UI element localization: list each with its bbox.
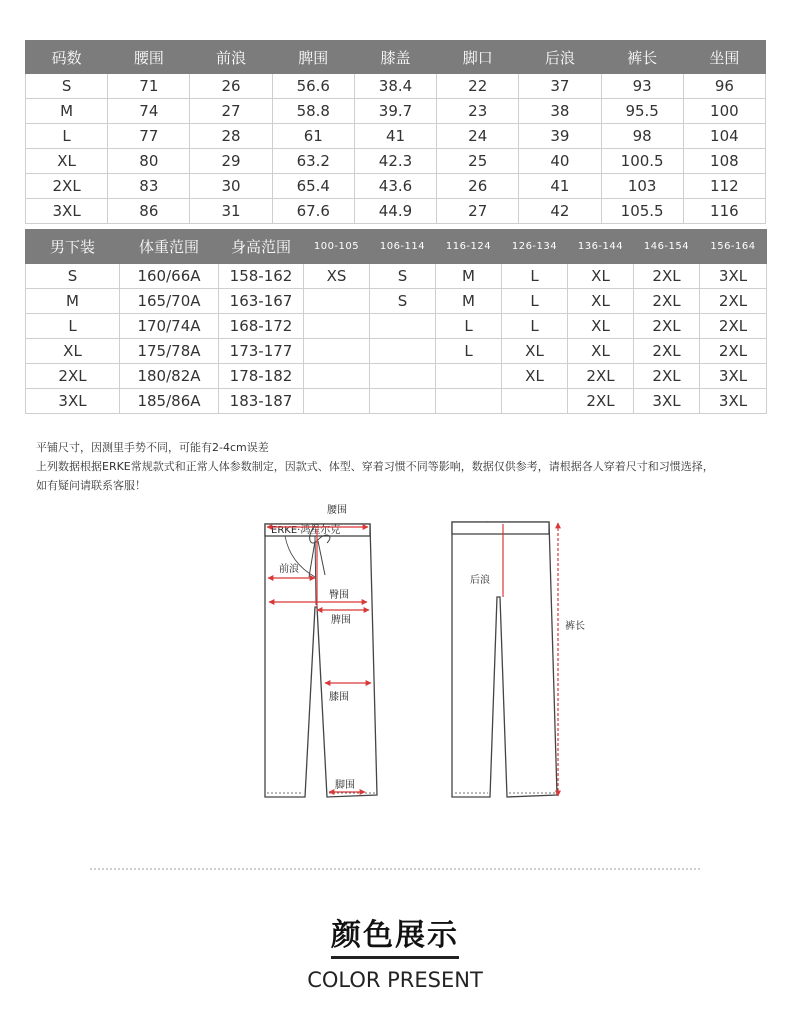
table-cell: 2XL [634,314,700,339]
table-cell: 2XL [26,364,120,389]
table-cell: 63.2 [272,149,354,174]
table-cell: 43.6 [354,174,436,199]
table-cell: 65.4 [272,174,354,199]
table-cell: 160/66A [120,264,219,289]
header-cell: 身高范围 [219,230,304,264]
table-cell [502,389,568,414]
table-cell [304,389,370,414]
table-cell: 165/70A [120,289,219,314]
color-present-title-text: 颜色展示 [331,910,459,959]
table-cell: 2XL [634,339,700,364]
table-cell: 183-187 [219,389,304,414]
table-cell: 29 [190,149,272,174]
table-cell [370,364,436,389]
fit-table [25,229,767,414]
table-cell: 2XL [700,339,767,364]
table-cell: 178-182 [219,364,304,389]
table-cell: 95.5 [601,99,683,124]
table-cell [370,389,436,414]
table-cell: 31 [190,199,272,224]
table-cell: 56.6 [272,74,354,99]
table-cell: L [436,314,502,339]
table-cell: 77 [108,124,190,149]
table-cell: 38.4 [354,74,436,99]
table-cell: 112 [683,174,765,199]
table-cell [304,289,370,314]
header-cell: 106-114 [370,230,436,264]
table-cell: 96 [683,74,765,99]
table-cell: 83 [108,174,190,199]
header-cell: 裤长 [601,41,683,74]
header-cell: 后浪 [519,41,601,74]
table-cell: 3XL [700,389,767,414]
table-cell: 39 [519,124,601,149]
table-cell: 100.5 [601,149,683,174]
label-back-rise: 后浪 [470,575,490,586]
table-cell [370,339,436,364]
table-cell: S [26,74,108,99]
table-cell: 2XL [700,289,767,314]
table-cell: 44.9 [354,199,436,224]
table-cell: XL [502,364,568,389]
table-cell [370,314,436,339]
table-cell: 105.5 [601,199,683,224]
table-cell: XS [304,264,370,289]
color-present-title [0,910,790,959]
table-cell: 3XL [26,389,120,414]
table-cell: 37 [519,74,601,99]
note-line: 平铺尺寸，因测里手势不同，可能有2-4cm误差 [36,441,269,454]
header-cell: 前浪 [190,41,272,74]
header-cell: 136-144 [568,230,634,264]
back-pants-illustration [452,522,557,797]
table-cell: 80 [108,149,190,174]
header-cell: 膝盖 [354,41,436,74]
table-cell: S [26,264,120,289]
table-cell: 3XL [634,389,700,414]
table-cell: L [436,339,502,364]
header-cell: 脚口 [437,41,519,74]
band-text-front: ERKE·鸿星尔克 [271,525,341,536]
label-hem: 脚围 [335,780,355,791]
table-cell: 26 [190,74,272,99]
header-cell: 坐围 [683,41,765,74]
table-cell: 3XL [26,199,108,224]
table-cell: 27 [437,199,519,224]
note-line: 如有疑问请联系客服！ [36,479,146,492]
table-cell: 2XL [634,289,700,314]
table-cell: XL [502,339,568,364]
table-cell: 28 [190,124,272,149]
table-cell: 108 [683,149,765,174]
header-cell: 体重范围 [120,230,219,264]
table-cell: M [436,289,502,314]
table-cell: 23 [437,99,519,124]
table-cell: 40 [519,149,601,174]
table-cell [436,389,502,414]
table-cell: 38 [519,99,601,124]
table-cell: 61 [272,124,354,149]
label-front-rise: 前浪 [279,564,299,575]
table-cell: 42 [519,199,601,224]
table-cell: 2XL [634,264,700,289]
table-cell: 41 [354,124,436,149]
table-cell: 185/86A [120,389,219,414]
table-cell: 2XL [634,364,700,389]
header-cell: 码数 [26,41,108,74]
table-row [26,339,767,364]
table-cell: XL [26,149,108,174]
table-cell: M [26,289,120,314]
header-cell: 126-134 [502,230,568,264]
label-hip: 臀围 [329,590,349,601]
table-cell: L [502,314,568,339]
table-cell: M [26,99,108,124]
table-cell: M [436,264,502,289]
table-cell: 163-167 [219,289,304,314]
table-cell: 175/78A [120,339,219,364]
table-cell: 158-162 [219,264,304,289]
table-row [26,264,767,289]
table-cell: 42.3 [354,149,436,174]
size-table [25,40,766,224]
table-cell: 103 [601,174,683,199]
table-cell: 3XL [700,264,767,289]
table-cell: XL [26,339,120,364]
table-cell: 24 [437,124,519,149]
table-cell: 2XL [700,314,767,339]
label-length: 裤长 [565,621,585,632]
label-waist: 腰围 [327,505,347,516]
table-cell: 93 [601,74,683,99]
table-row [26,174,766,199]
table-cell: 86 [108,199,190,224]
header-cell: 脾围 [272,41,354,74]
table-row [26,289,767,314]
table-cell: 22 [437,74,519,99]
table-cell: L [502,264,568,289]
table-cell [436,364,502,389]
table-cell: 98 [601,124,683,149]
table-cell: 100 [683,99,765,124]
table-cell: XL [568,339,634,364]
header-cell: 116-124 [436,230,502,264]
table-cell [304,364,370,389]
table-cell: S [370,264,436,289]
table-cell: 2XL [26,174,108,199]
table-cell: XL [568,314,634,339]
table-cell: 168-172 [219,314,304,339]
measurement-diagram [245,497,605,812]
table-cell: 71 [108,74,190,99]
table-cell: 41 [519,174,601,199]
table-row [26,364,767,389]
size-notes [36,438,776,495]
table-cell [304,339,370,364]
header-cell: 156-164 [700,230,767,264]
table-cell: S [370,289,436,314]
table-cell: 173-177 [219,339,304,364]
table-cell: 58.8 [272,99,354,124]
table-row [26,199,766,224]
table-cell: 74 [108,99,190,124]
table-row [26,74,766,99]
label-knee: 膝围 [329,692,349,703]
table-cell: 39.7 [354,99,436,124]
table-row [26,149,766,174]
table-cell: L [502,289,568,314]
table-cell: 116 [683,199,765,224]
table-cell: 27 [190,99,272,124]
table-cell: XL [568,289,634,314]
table-cell: 180/82A [120,364,219,389]
table-row [26,99,766,124]
table-cell: 30 [190,174,272,199]
table-cell: 2XL [568,389,634,414]
table-cell: L [26,314,120,339]
header-cell: 腰围 [108,41,190,74]
table-cell [304,314,370,339]
table-cell: 26 [437,174,519,199]
table-row [26,314,767,339]
table-cell: 2XL [568,364,634,389]
header-cell: 100-105 [304,230,370,264]
color-present-subtitle: COLOR PRESENT [307,968,483,992]
fit-table-header [26,230,767,264]
table-cell: XL [568,264,634,289]
table-row [26,389,767,414]
table-cell: 3XL [700,364,767,389]
section-divider [90,868,700,870]
table-cell: 67.6 [272,199,354,224]
table-cell: 104 [683,124,765,149]
note-line: 上列数据根据ERKE常规款式和正常人体参数制定，因款式、体型、穿着习惯不同等影响，数据仅供参考，请根据各人穿着尺寸和习惯选择， [36,460,714,473]
table-cell: 25 [437,149,519,174]
size-table-header [26,41,766,74]
header-cell: 男下装 [26,230,120,264]
table-cell: 170/74A [120,314,219,339]
table-cell: L [26,124,108,149]
header-cell: 146-154 [634,230,700,264]
label-thigh: 脾围 [331,615,351,626]
table-row [26,124,766,149]
